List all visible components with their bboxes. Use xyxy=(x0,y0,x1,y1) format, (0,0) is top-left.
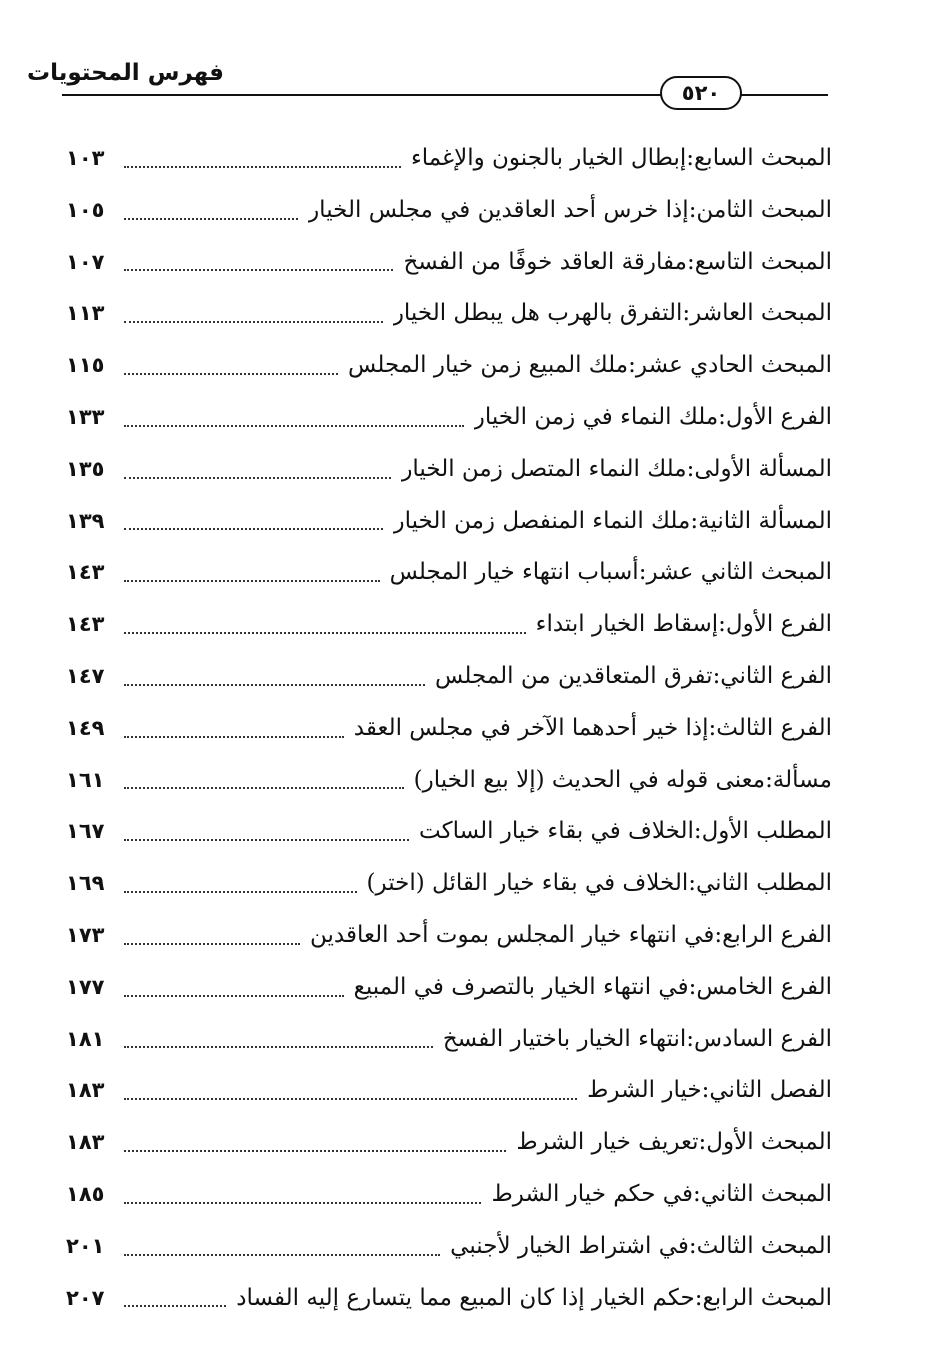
toc-entry-page-number: ٢٠٧ xyxy=(66,1285,105,1310)
toc-entry xyxy=(66,237,832,289)
toc-entry-page-number: ١٧٧ xyxy=(66,974,105,999)
dot-leader xyxy=(124,1305,226,1307)
dot-leader xyxy=(124,736,344,738)
toc-entry-title: الخلاف في بقاء خيار الساكت xyxy=(419,818,694,845)
toc-entry-title: حكم الخيار إذا كان المبيع مما يتسارع إليه الفساد xyxy=(236,1284,695,1311)
page-number-badge: ٥٢٠ xyxy=(660,76,742,110)
toc-entry-label: الفصل الثاني: xyxy=(701,1077,832,1104)
table-of-contents xyxy=(66,133,832,1324)
dot-leader xyxy=(124,425,464,427)
toc-entry-label: مسألة: xyxy=(765,766,832,793)
dot-leader xyxy=(124,839,409,841)
dot-leader xyxy=(124,632,526,634)
toc-entry-title: في اشتراط الخيار لأجنبي xyxy=(450,1232,689,1259)
toc-entry-page-number: ١٨٥ xyxy=(66,1181,105,1206)
toc-entry-label: الفرع السادس: xyxy=(686,1025,832,1052)
toc-entry-title: ملك المبيع زمن خيار المجلس xyxy=(348,352,629,379)
toc-entry-label: المبحث العاشر: xyxy=(682,300,832,327)
toc-entry xyxy=(66,1273,832,1325)
toc-entry-page-number: ١٣٩ xyxy=(66,508,105,533)
toc-entry xyxy=(66,185,832,237)
toc-entry xyxy=(66,444,832,496)
toc-entry-title: إسقاط الخيار ابتداء xyxy=(535,611,719,638)
toc-entry-title: إذا خير أحدهما الآخر في مجلس العقد xyxy=(353,714,709,741)
toc-entry-page-number: ١١٣ xyxy=(66,301,105,326)
toc-entry-page-number: ١٤٣ xyxy=(66,612,105,637)
toc-entry xyxy=(66,133,832,185)
toc-entry-page-number: ١٦٩ xyxy=(66,871,105,896)
toc-entry-page-number: ١٣٥ xyxy=(66,456,105,481)
toc-entry-label: المطلب الأول: xyxy=(693,818,832,845)
dot-leader xyxy=(124,787,404,789)
toc-entry xyxy=(66,288,832,340)
dot-leader xyxy=(124,580,380,582)
toc-entry xyxy=(66,1014,832,1066)
toc-entry-page-number: ١٨٣ xyxy=(66,1130,105,1155)
toc-entry-page-number: ١٤٣ xyxy=(66,560,105,585)
dot-leader xyxy=(124,1046,433,1048)
dot-leader xyxy=(124,218,298,220)
toc-entry-title: تفرق المتعاقدين من المجلس xyxy=(435,662,713,689)
toc-entry-title: مفارقة العاقد خوفًا من الفسخ xyxy=(403,248,687,275)
toc-entry-page-number: ١٠٧ xyxy=(66,249,105,274)
toc-entry xyxy=(66,806,832,858)
toc-entry-page-number: ١٣٣ xyxy=(66,404,105,429)
toc-entry-label: الفرع الثالث: xyxy=(708,714,832,741)
toc-entry-page-number: ١٨٣ xyxy=(66,1078,105,1103)
toc-entry-page-number: ١٤٧ xyxy=(66,663,105,688)
toc-entry-label: الفرع الأول: xyxy=(718,611,832,638)
toc-entry-title: في انتهاء الخيار بالتصرف في المبيع xyxy=(353,973,689,1000)
toc-entry-label: المبحث الثاني عشر: xyxy=(638,559,832,586)
toc-entry-page-number: ١١٥ xyxy=(66,353,105,378)
toc-entry-title: معنى قوله في الحديث (إلا بيع الخيار) xyxy=(413,766,766,793)
toc-entry-title: ملك النماء المتصل زمن الخيار xyxy=(401,455,687,482)
toc-entry xyxy=(66,547,832,599)
toc-entry-page-number: ٢٠١ xyxy=(66,1233,105,1258)
toc-entry-label: الفرع الثاني: xyxy=(712,662,832,689)
toc-entry-page-number: ١٠٣ xyxy=(66,146,105,170)
toc-entry-label: المبحث الثالث: xyxy=(688,1232,832,1259)
toc-entry-page-number: ١٨١ xyxy=(66,1026,105,1051)
dot-leader xyxy=(124,1150,506,1152)
toc-entry-title: في حكم خيار الشرط xyxy=(491,1180,693,1207)
toc-entry xyxy=(66,910,832,962)
toc-entry xyxy=(66,599,832,651)
dot-leader xyxy=(124,528,383,530)
toc-entry xyxy=(66,1065,832,1117)
toc-entry-title: انتهاء الخيار باختيار الفسخ xyxy=(442,1025,687,1052)
toc-entry-title: إذا خرس أحد العاقدين في مجلس الخيار xyxy=(308,196,689,223)
toc-entry-page-number: ١٦٧ xyxy=(66,819,105,844)
toc-entry xyxy=(66,1117,832,1169)
toc-entry-label: المسألة الأولى: xyxy=(686,455,832,482)
toc-entry-label: المبحث الأول: xyxy=(698,1129,832,1156)
toc-entry-title: ملك النماء في زمن الخيار xyxy=(473,403,719,430)
toc-entry xyxy=(66,496,832,548)
toc-entry-title: ملك النماء المنفصل زمن الخيار xyxy=(393,507,691,534)
dot-leader xyxy=(124,995,344,997)
dot-leader xyxy=(124,166,401,168)
dot-leader xyxy=(124,321,383,323)
running-title: فهرس المحتويات xyxy=(26,60,224,86)
toc-entry-label: الفرع الخامس: xyxy=(688,973,832,1000)
dot-leader xyxy=(124,1098,577,1100)
toc-entry-title: إبطال الخيار بالجنون والإغماء xyxy=(410,145,687,171)
dot-leader xyxy=(124,1254,440,1256)
dot-leader xyxy=(124,943,300,945)
dot-leader xyxy=(124,269,393,271)
toc-entry xyxy=(66,392,832,444)
toc-entry-title: الخلاف في بقاء خيار القائل (اختر) xyxy=(366,870,689,897)
toc-entry xyxy=(66,1169,832,1221)
toc-entry xyxy=(66,755,832,807)
toc-entry-title: تعريف خيار الشرط xyxy=(516,1129,699,1156)
toc-entry-label: المبحث السابع: xyxy=(686,145,832,171)
toc-entry-label: المبحث الرابع: xyxy=(694,1284,832,1311)
toc-entry-label: الفرع الأول: xyxy=(718,403,832,430)
toc-entry-page-number: ١٤٩ xyxy=(66,715,105,740)
dot-leader xyxy=(124,684,425,686)
toc-entry-label: المبحث الثامن: xyxy=(688,196,832,223)
toc-entry-title: التفرق بالهرب هل يبطل الخيار xyxy=(392,300,683,327)
toc-entry-page-number: ١٧٣ xyxy=(66,922,105,947)
toc-entry-label: المطلب الثاني: xyxy=(688,870,832,897)
toc-entry xyxy=(66,340,832,392)
toc-entry-page-number: ١٦١ xyxy=(66,767,105,792)
toc-entry-label: المبحث الحادي عشر: xyxy=(628,352,832,379)
toc-entry xyxy=(66,1221,832,1273)
toc-entry-page-number: ١٠٥ xyxy=(66,197,105,222)
dot-leader xyxy=(124,477,391,479)
toc-entry xyxy=(66,858,832,910)
toc-entry-label: المبحث الثاني: xyxy=(692,1180,832,1207)
toc-entry xyxy=(66,703,832,755)
toc-entry-label: المسألة الثانية: xyxy=(690,507,832,534)
toc-entry xyxy=(66,651,832,703)
dot-leader xyxy=(124,373,338,375)
toc-entry-label: المبحث التاسع: xyxy=(687,248,832,275)
dot-leader xyxy=(124,1202,481,1204)
toc-entry-title: خيار الشرط xyxy=(587,1077,702,1104)
dot-leader xyxy=(124,891,357,893)
toc-entry-label: الفرع الرابع: xyxy=(714,921,832,948)
toc-entry-title: في انتهاء خيار المجلس بموت أحد العاقدين xyxy=(310,921,715,948)
toc-entry xyxy=(66,962,832,1014)
toc-entry-title: أسباب انتهاء خيار المجلس xyxy=(389,559,639,586)
